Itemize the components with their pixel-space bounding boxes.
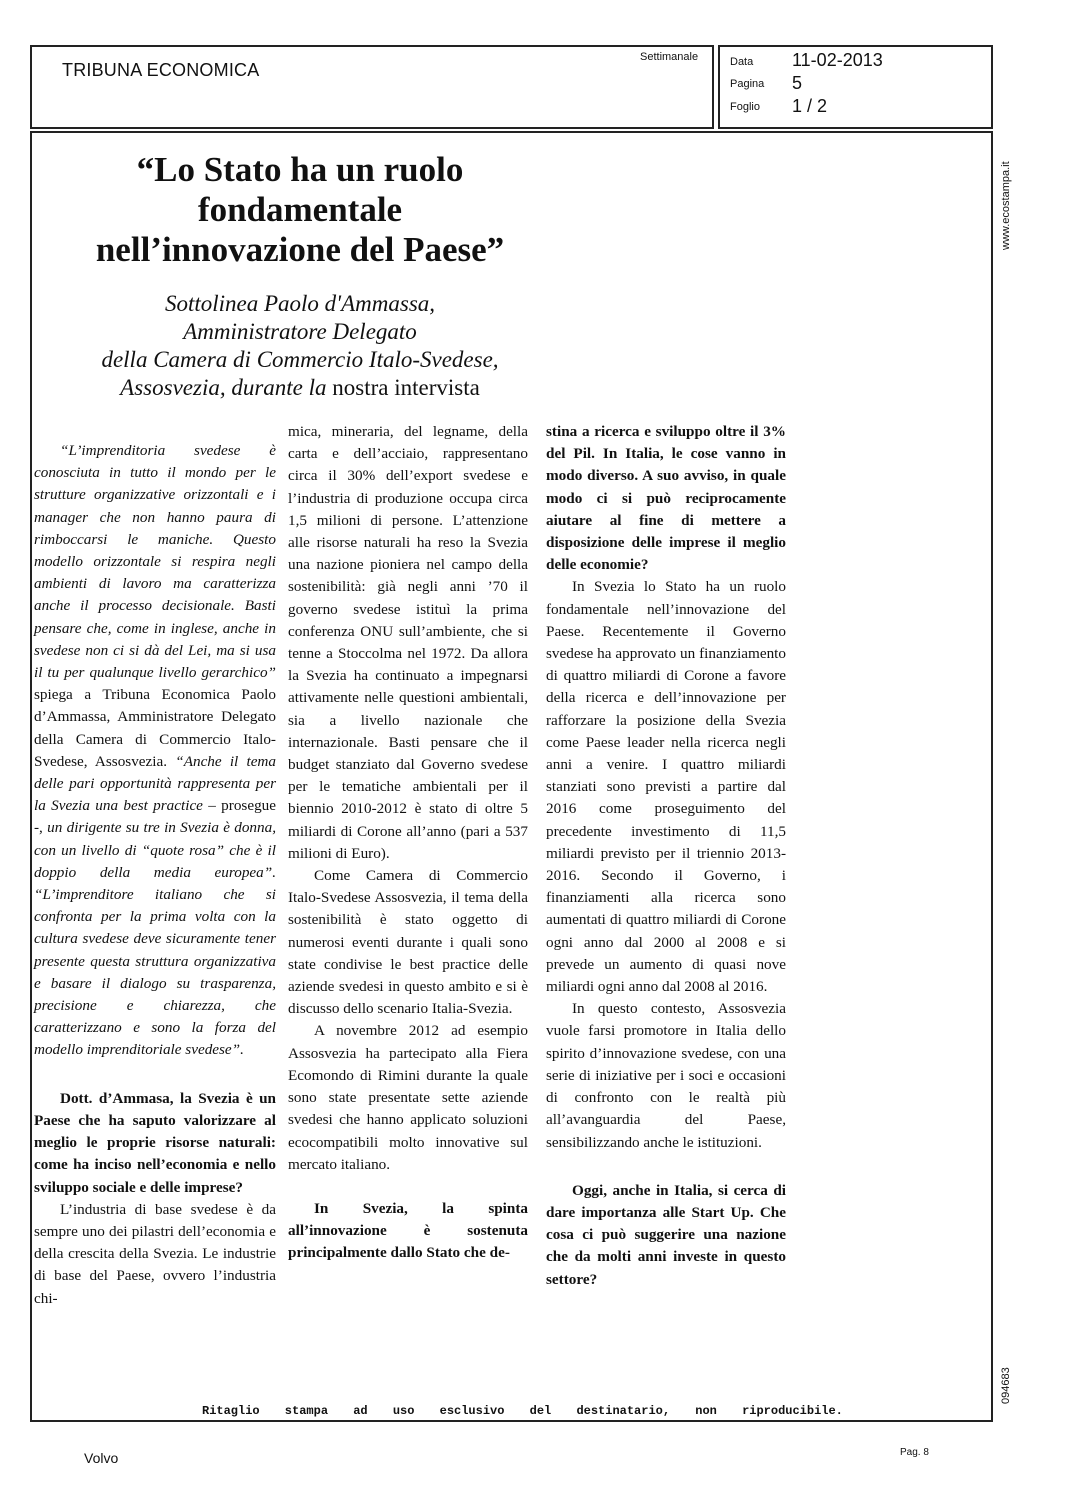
answer-paragraph: In Svezia lo Stato ha un ruolo fondamentale nell’innovazione del Paese. Recentemente il Governo svedese ha approvato un finanziamento di quattro miliardi di Corone a favore della ricerca e dell’innovazione per rafforzare la posizione della Svezia come Paese leader nella ricerca negli anni a venire. I quattro miliardi stanziati sono previsti a partire dal 2016 come proseguimento del precedente investimento di 11,5 miliardi previsto per il triennio 2013-2016. Secondo il Governo, i finanziamenti alla ricerca sono aumentati di quattro miliardi di Corone ogni anno dal 2000 al 2008 e si prevede un aumento di quasi nove miliardi ogni anno dal 2008 al 2016. (546, 578, 786, 996)
page-value: 5 (792, 73, 803, 93)
interview-question: Oggi, anche in Italia, si cerca di dare importanza alle Start Up. Che cosa ci può suggerire una nazione che da molti anni investe in questo settore? (546, 1181, 786, 1288)
answer-paragraph: mica, mineraria, del legname, della carta e dell’acciaio, rappresentano circa il 30% dell’export svedese e l’industria di produzione occupa circa 1,5 milioni di persone. L’attenzione alle risorse naturali ha reso la Svezia una nazione pioniera nel campo della sostenibilità: già negli anni ’70 il governo svedese istituì la prima conferenza ONU sull’ambiente, che si tenne a Stoccolma nel 1972. Da allora la Svezia ha continuato a impegnarsi attivamente nelle questioni ambientali, sia a livello nazionale che internazionale. Basti pensare che il budget stanziato dal Governo svedese per le tematiche ambientali per il biennio 2010-2012 è stato di oltre 5 miliardi di Corone all’anno (pari a 537 milioni di Euro). (288, 423, 528, 862)
sheet-label: Foglio (730, 101, 760, 113)
sheet-value: 1 / 2 (792, 96, 828, 116)
title-line: “Lo Stato ha un ruolo (136, 150, 464, 189)
date-label: Data (730, 56, 754, 68)
frequency-label: Settimanale (640, 51, 699, 63)
title-line: nell’innovazione del Paese” (95, 230, 505, 269)
subtitle-line: Amministratore Delegato (183, 319, 417, 344)
page-label: Pagina (730, 78, 765, 90)
quote-segment: “L’imprenditoria svedese è conosciuta in tutto il mondo per le strutture organizzative orizzontali e i manager che non hanno paura di rimboccarsi le maniche. Questo modello orizzontale si respira negli ambienti di lavoro ma caratterizza anche il processo decisionale. Basti pensare che, come in inglese, anche in svedese non ci si dà del Lei, ma si usa il tu per qualunque livello gerarchico” (34, 442, 276, 682)
article-column-2 (288, 421, 528, 1265)
article-column-3 (546, 421, 786, 1291)
website-vertical: www.ecostampa.it (1000, 161, 1012, 250)
interview-question: stina a ricerca e sviluppo oltre il 3% del Pil. In Italia, le cose vanno in modo diverso. A suo avviso, in quale modo ci si può reciprocamente aiutare al fine di mettere a disposizione delle imprese il meglio delle economie? (546, 423, 786, 574)
article-subtitle (30, 290, 570, 402)
subtitle-line: Sottolinea Paolo d'Ammassa, (164, 291, 436, 316)
article-column-1 (34, 440, 276, 1310)
article-title (30, 150, 570, 270)
page-number: Pag. 8 (900, 1447, 929, 1458)
text-segment: – prosegue -, (34, 797, 276, 837)
client-name: Volvo (84, 1450, 119, 1466)
archive-code-vertical: 094683 (1000, 1367, 1012, 1404)
quote-segment: un dirigente su tre in Svezia è donna, con un livello di “quote rosa” che è il doppio della media europea”. “L’imprenditore italiano che si confronta per la prima volta con la cultura svedese deve sicuramente tener presente questa struttura organizzativa e basare il dialogo su trasparenza, precisione e chiarezza, che caratterizzano e sono la forza del modello imprenditoriale svedese”. (34, 819, 277, 1059)
date-value: 11-02-2013 (792, 50, 883, 70)
interview-question: In Svezia, la spinta all’innovazione è sostenuta principalmente dallo Stato che de- (288, 1199, 528, 1262)
subtitle-italic-part: Assosvezia, durante la (120, 375, 327, 400)
copyright-notice: Ritaglio stampa ad uso esclusivo del destinatario, non riproducibile. (202, 1404, 843, 1418)
title-line: fondamentale (197, 190, 403, 229)
answer-paragraph: L’industria di base svedese è da sempre uno dei pilastri dell’economia e della crescita della Svezia. Le industrie di base del Paese, ovvero l’industria chi- (34, 1200, 276, 1307)
subtitle-line (30, 374, 570, 402)
subtitle-line: della Camera di Commercio Italo-Svedese, (101, 347, 499, 372)
intro-paragraph (34, 440, 276, 1062)
publication-name: TRIBUNA ECONOMICA (62, 60, 260, 80)
answer-paragraph: In questo contesto, Assosvezia vuole farsi promotore in Italia dello spirito d’innovazione svedese, con una serie di iniziative per i soci e occasioni di confronto con le realtà più all’avanguardia del Paese, sensibilizzando anche le istituzioni. (546, 1000, 786, 1151)
quote-segment: “Anche il tema delle pari opportunità rappresenta per la Svezia una best practice (34, 752, 276, 815)
subtitle-upright-part: nostra intervista (326, 375, 480, 400)
text-segment: spiega a Tribuna Economica Paolo d’Ammassa, Amministratore Delegato della Camera di Commercio Italo-Svedese, Assosvezia. (34, 686, 276, 770)
answer-paragraph: Come Camera di Commercio Italo-Svedese Assosvezia, il tema della sostenibilità è stato oggetto di numerosi eventi durante i quali sono state condivise le best practice delle aziende svedesi in questo ambito e si è discusso dello scenario Italia-Svezia. (288, 867, 528, 1018)
answer-paragraph: A novembre 2012 ad esempio Assosvezia ha partecipato alla Fiera Ecomondo di Rimini durante la quale sono state presentate sette aziende svedesi che hanno applicato soluzioni ecocompatibili molto innovative sul mercato italiano. (288, 1022, 528, 1173)
interview-question: Dott. d’Ammasa, la Svezia è un Paese che ha saputo valorizzare al meglio le proprie risorse naturali: come ha inciso nell’economia e nello sviluppo sociale e delle imprese? (34, 1089, 276, 1196)
header-publication-box (30, 45, 714, 129)
